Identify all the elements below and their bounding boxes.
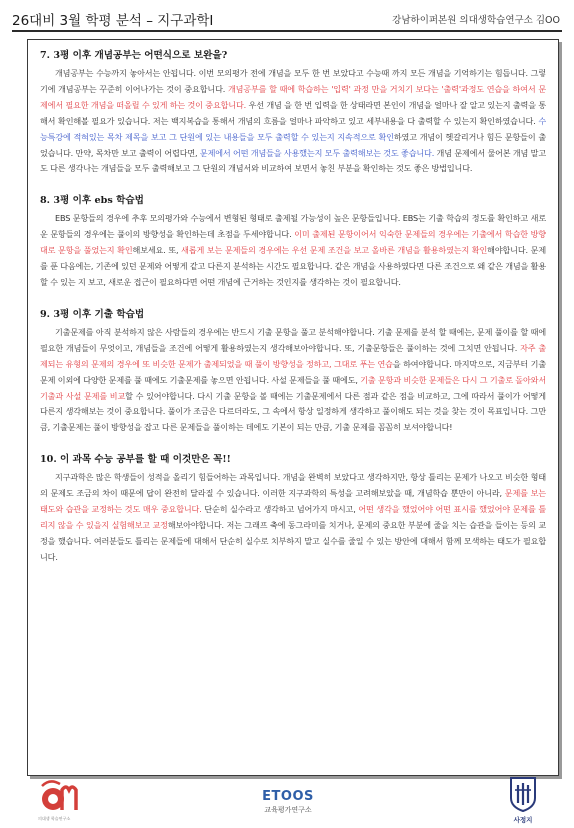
page-header [12,8,562,30]
section-8 [40,194,546,291]
section-title: 7. 3평 이후 개념공부는 어떤식으로 보완을? [40,50,228,61]
section-title: 9. 3평 이후 기출 학습법 [40,308,145,320]
section-10 [40,453,546,565]
text-segment: 해보아야합니다. 저는 그래프 축에 동그라미를 치거나, 문제의 중요한 부분에 줄을 치는 습관을 들이는 등의 교정을 했습니다. 여러분들도 틀리는 문제들에 대해서 단순히 실수로 치부하지 말고 실수를 줄일 수 있는 방안에 대해서 함께 모색하는 태도가 필요합니다. [40,519,546,562]
text-segment: 해보세요. 또, [132,245,182,256]
text-segment: 개념 문제에서 물어본 개념 말고도 다른 생각나는 개념들을 모두 출력해보고 그 단원의 개념서와 비교하여 보면서 놓친 부분을 확인하는 것도 좋은 방법입니다. [40,147,546,174]
section-paragraph [40,470,546,565]
etoos-wordmark: ETOOS [262,789,314,804]
highlight-red-text: 문제를 보는 태도와 습관을 교정하는 것도 매우 중요합니다. [40,488,546,515]
text-segment: 단순히 실수라고 생각하고 넘어가지 마시고, [201,504,359,515]
highlight-blue-text: 문제에서 어떤 개념들을 사용했는지 모두 출력해보는 것도 좋습니다. [199,147,435,158]
highlight-red-text: 개념공부를 할 때에 학습하는 '입력' 과정 만을 거치기 보다는 '출력'과정도 연습을 하여서 문제에서 필요한 개념을 떠올릴 수 있게 하는 것이 중요합니다. [40,83,546,110]
highlight-red-text: 기출 문항과 비슷한 문제들은 다시 그 기출로 돌아와서 기출과 사설 문제를 비교 [40,374,546,401]
section-7 [40,49,546,177]
text-segment: 우선 개념 을 한 번 입력을 한 상태라면 본인이 개념을 얼마나 잘 알고 있는지 출력을 통해서 확인해볼 필요가 있습니다. 저는 백지복습을 통해서 개념의 흐름을 얼마나 파악하고 있고 세부내용을 다 출력할 수 있는지 확인하였습니다. [40,99,547,126]
section-paragraph [40,211,546,291]
text-segment: 개념공부는 수능까지 놓아서는 안됩니다. 이번 모의평가 전에 개념을 모두 한 번 보았다고 수능때 까지 모든 개념을 기억하기는 힘듭니다. 그렇기에 개념공부는 꾸준히 이어나가는 것이 중요합니다. [40,68,546,94]
institute-logo-caption: 의대생 학습연구소 [38,816,71,821]
section-paragraph [40,325,546,436]
text-segment: EBS 문항들의 경우에 추후 모의평가와 수능에서 변형된 형태로 출제될 가능성이 높은 문항들입니다. EBS는 기출 학습의 정도를 확인하고 새로운 문항들의 경우에는 풀이의 방향성을 확인하는데 초점을 두세야합니다. [40,213,546,240]
header-organization: 강남하이퍼본원 의대생학습연구소 김OO [392,15,560,26]
highlight-red-text: 자주 출제되는 유형의 문제의 경우에 또 비슷한 문제가 출제되었을 때 풀이 방향성을 정하고, 그대로 푸는 연습 [40,342,546,369]
page-footer [0,772,574,828]
content-body [40,49,546,583]
text-segment: 할 수 있어야합니다. 다시 기출 문항을 볼 때에는 기출문제에서 다른 점과 같은 점을 비교하고, 그에 따라서 풀이가 어떻게 다른지 생각해보는 것이 중요합니다. 풀이가 조금은 다르더라도, 그 속에서 항상 일정하게 생각하고 풀이해도 되는 것을 찾는 것이 목표입니다. 그만큼, 기출문제는 풀이 방향성을 잡고 다른 문제들을 풀이하는 데에도 기본이 되는 만큼, 기출 문제를 꼼꼼히 보셔야합니다! [40,390,546,433]
text-segment: 기출문제를 아직 분석하지 않은 사람들의 경우에는 반드시 기출 문항을 풀고 분석해야합니다. 기출 문제를 분석 할 때에는, 문제 풀이를 할 때에 필요한 개념들이 무엇이고, 개념들을 조건에 어떻게 활용하였는지 생각해보아야합니다. 또, 기출문항들은 풀이하는 것에 그치면 안됩니다. [40,326,546,353]
header-divider [12,30,562,32]
highlight-blue-text: 수능특강에 적혀있는 목차 제목을 보고 그 단원에 있는 내용들을 모두 출력할 수 있는지 지속적으로 확인 [40,115,546,142]
section-9 [40,308,546,436]
text-segment: 을 하여야합니다. 마지막으로, 지금부터 기출 문제 이외에 다양한 문제를 풀 때에도 기출문제를 놓으면 안됩니다. 사설 문제들을 풀 때에도, [40,358,546,385]
etoos-logo [253,789,323,815]
section-title: 10. 이 과목 수능 공부를 할 때 이것만은 꼭!! [40,454,231,466]
header-title: 26대비 3월 학평 분석 – 지구과학Ⅰ [12,13,214,29]
section-title: 8. 3평 이후 ebs 학습법 [40,195,144,207]
school-crest-caption: 사정지 [513,816,533,824]
text-segment: 해야합니다. 문제를 푼 다음에는, 기존에 있던 문제와 어떻게 같고 다른지 분석하는 시간도 필요합니다. 같은 개념을 사용하였다면 다른 조건으로 왜 같은 개념을 활용할 수 있는 지 보고, 새로운 접근이 필요하다면 어떤 개념에 근거하는 것인지를 생각하는 것이 필요합니다. [40,245,546,287]
text-segment: 하였고 개념이 헷갈리거나 힘든 문항들이 출었습니다. 만약, 목차만 보고 출력이 어렵다면, [40,131,546,158]
content-frame [27,39,559,776]
highlight-red-text: 새롭게 보는 문제들의 경우에는 우선 문제 조건을 보고 올바른 개념을 활용하였는지 확인 [181,245,488,256]
highlight-red-text: 어떤 생각을 했었어야 어떤 표시를 했었어야 문제를 틀리지 않을 수 있을지 실험해보고 교정 [40,504,547,530]
text-segment: 지구과학은 많은 학생들이 성적을 올리기 힘들어하는 과목입니다. 개념을 완벽히 보았다고 생각하지만, 항상 틀리는 문제가 나오고 비슷한 형태의 문제도 조금의 차이 때문에 답이 완전히 달라질 수 있습니다. 이러한 지구과학의 특성을 고려해보았을 때, 개념학습 뿐만이 아니라, [40,472,546,499]
highlight-red-text: 이미 출제된 문항이어서 익숙한 문제들의 경우에는 기출에서 학습한 방향대로 문항을 풀었는지 확인 [40,229,546,256]
section-paragraph [40,66,546,177]
school-crest-icon [508,776,538,812]
etoos-subtitle: 교육평가연구소 [264,806,312,814]
